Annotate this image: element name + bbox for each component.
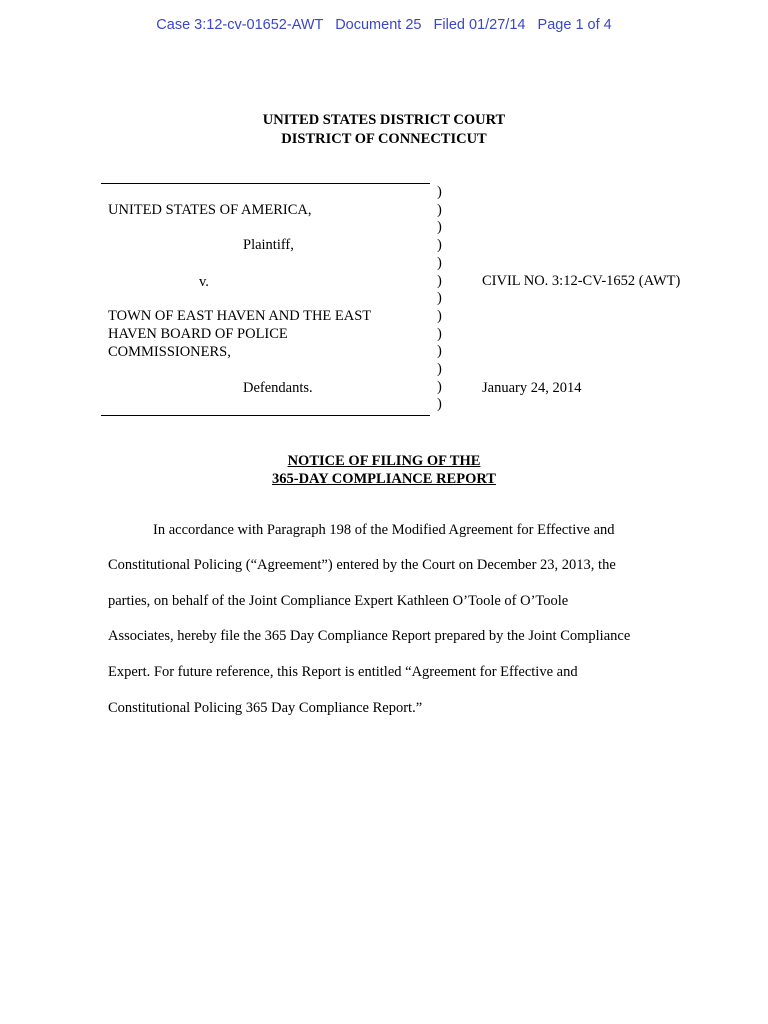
- caption-paren: ): [437, 361, 442, 378]
- document-title-line1: NOTICE OF FILING OF THE: [287, 453, 481, 469]
- caption-paren: ): [437, 237, 442, 254]
- ecf-case-number: Case 3:12-cv-01652-AWT: [156, 17, 324, 33]
- civil-case-number: CIVIL NO. 3:12-CV-1652 (AWT): [482, 273, 681, 289]
- caption-paren: ): [437, 343, 442, 360]
- caption-bottom-rule: [101, 415, 430, 416]
- versus-label: v.: [199, 274, 209, 290]
- defendant-name-line1: TOWN OF EAST HAVEN AND THE EAST: [108, 308, 372, 324]
- document-title-line2: 365-DAY COMPLIANCE REPORT: [272, 471, 496, 487]
- body-line: Constitutional Policing 365 Day Compliance Report.”: [108, 700, 423, 716]
- body-line: Associates, hereby file the 365 Day Compliance Report prepared by the Joint Compliance: [108, 628, 631, 644]
- plaintiff-name: UNITED STATES OF AMERICA,: [108, 202, 312, 218]
- filing-date: January 24, 2014: [482, 380, 582, 396]
- caption-paren: ): [437, 378, 442, 395]
- caption-paren-column: [437, 184, 442, 414]
- ecf-filing-header: [0, 17, 768, 33]
- body-line: Expert. For future reference, this Report is entitled “Agreement for Effective and: [108, 664, 578, 680]
- defendant-name-line3: COMMISSIONERS,: [108, 344, 231, 360]
- caption-paren: ): [437, 290, 442, 307]
- caption-paren: ): [437, 307, 442, 324]
- ecf-page-number: Page 1 of 4: [537, 17, 612, 33]
- plaintiff-role: Plaintiff,: [243, 237, 294, 253]
- body-line: Constitutional Policing (“Agreement”) entered by the Court on December 23, 2013, the: [108, 557, 616, 573]
- caption-paren: ): [437, 325, 442, 342]
- caption-paren: ): [437, 184, 442, 200]
- caption-paren: ): [437, 201, 442, 218]
- caption-paren: ): [437, 219, 442, 236]
- caption-paren: ): [437, 254, 442, 271]
- caption-paren: ): [437, 272, 442, 289]
- document-title: [0, 452, 768, 488]
- body-line: parties, on behalf of the Joint Compliance Expert Kathleen O’Toole of O’Toole: [108, 593, 569, 609]
- defendant-role: Defendants.: [243, 380, 313, 396]
- court-heading: [0, 111, 768, 149]
- ecf-filed-date: Filed 01/27/14: [433, 17, 526, 33]
- court-name: UNITED STATES DISTRICT COURT: [262, 112, 506, 128]
- caption-paren: ): [437, 396, 442, 413]
- body-line: In accordance with Paragraph 198 of the Modified Agreement for Effective and: [153, 522, 615, 538]
- court-district: DISTRICT OF CONNECTICUT: [281, 131, 487, 147]
- defendant-name-line2: HAVEN BOARD OF POLICE: [108, 326, 288, 342]
- caption-top-rule: [101, 183, 430, 184]
- ecf-document-number: Document 25: [335, 17, 422, 33]
